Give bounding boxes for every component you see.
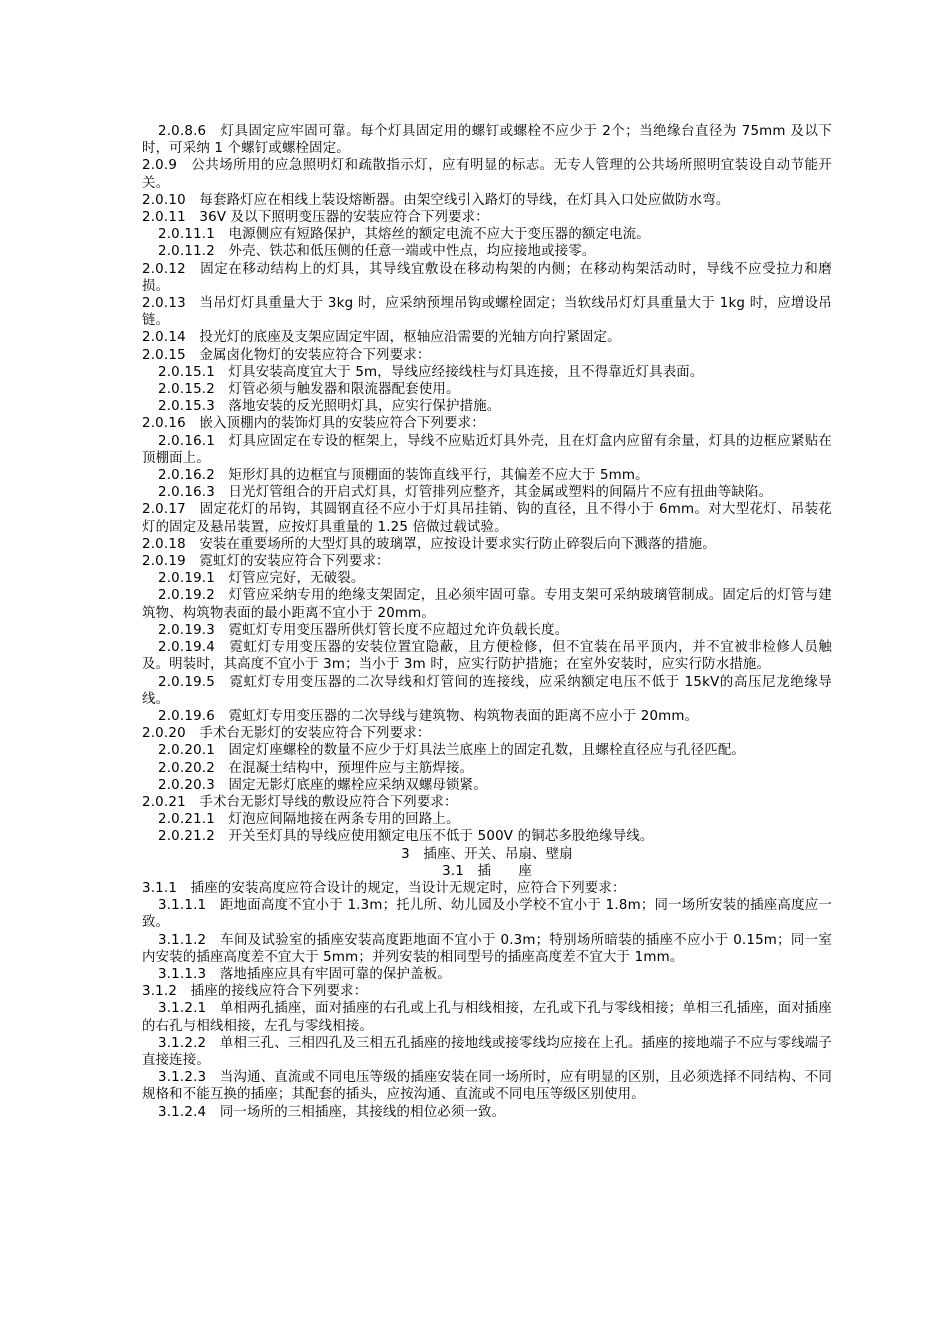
subclause-paragraph: 2.0.19.3 霓虹灯专用变压器所供灯管长度不应超过允许负载长度。 <box>158 622 569 638</box>
subclause-paragraph: 2.0.15.3 落地安装的反光照明灯具，应实行保护措施。 <box>158 399 501 415</box>
subclause-paragraph: 2.0.19.2 灯管应采纳专用的绝缘支架固定，且必须牢固可靠。专用支架可采纳玻璃管制成。固定后的灯管与建筑物、构筑物表面的最小距离不宜小于 20mm。 <box>142 588 832 621</box>
clause-paragraph: 2.0.17 固定花灯的吊钩，其圆钢直径不应小于灯具吊挂销、钩的直径，且不得小于 6mm。对大型花灯、吊装花灯的固定及悬吊装置，应按灯具重量的 1.25 倍做过载试验。 <box>142 502 832 535</box>
clause-paragraph: 2.0.20 手术台无影灯的安装应符合下列要求： <box>142 726 431 742</box>
clause-paragraph: 2.0.12 固定在移动结构上的灯具，其导线宜敷设在移动构架的内侧；在移动构架活动时，导线不应受拉力和磨损。 <box>142 261 832 294</box>
subclause-paragraph: 2.0.19.1 灯管应完好，无破裂。 <box>158 571 365 587</box>
document-body <box>142 123 832 1121</box>
subclause-paragraph: 2.0.20.3 固定无影灯底座的螺栓应采纳双螺母锁紧。 <box>158 777 487 793</box>
clause-paragraph: 2.0.16 嵌入顶棚内的装饰灯具的安装应符合下列要求： <box>142 416 485 432</box>
subclause-paragraph: 2.0.20.2 在混凝土结构中，预埋件应与主筋焊接。 <box>158 760 474 776</box>
clause-paragraph: 2.0.11 36V 及以下照明变压器的安装应符合下列要求： <box>142 210 489 226</box>
clause-paragraph: 3.1.1 插座的安装高度应符合设计的规定，当设计无规定时，应符合下列要求： <box>142 880 626 896</box>
clause-paragraph: 2.0.14 投光灯的底座及支架应固定牢固，枢轴应沿需要的光轴方向拧紧固定。 <box>142 330 621 346</box>
subclause-paragraph: 3.1.2.1 单相两孔插座，面对插座的右孔或上孔与相线相接，左孔或下孔与零线相接；单相三孔插座，面对插座的右孔与相线相接，左孔与零线相接。 <box>142 1001 832 1034</box>
subclause-paragraph: 2.0.11.1 电源侧应有短路保护，其熔丝的额定电流不应大于变压器的额定电流。 <box>158 227 650 243</box>
subclause-paragraph: 3.1.2.4 同一场所的三相插座，其接线的相位必须一致。 <box>158 1104 506 1120</box>
section-heading: 3 插座、开关、吊扇、壁扇 <box>401 846 573 862</box>
clause-paragraph: 2.0.19 霓虹灯的安装应符合下列要求： <box>142 554 390 570</box>
subclause-paragraph: 2.0.15.2 灯管必须与触发器和限流器配套使用。 <box>158 382 460 398</box>
clause-paragraph: 2.0.18 安装在重要场所的大型灯具的玻璃罩，应按设计要求实行防止碎裂后向下溅落的措施。 <box>142 536 716 552</box>
subclause-paragraph: 3.1.2.2 单相三孔、三相四孔及三相五孔插座的接地线或接零线均应接在上孔。插座的接地端子不应与零线端子直接连接。 <box>142 1035 832 1068</box>
clause-paragraph: 2.0.10 每套路灯应在相线上装设熔断器。由架空线引入路灯的导线，在灯具入口处应做防水弯。 <box>142 192 730 208</box>
subclause-paragraph: 2.0.16.1 灯具应固定在专设的框架上，导线不应贴近灯具外壳，且在灯盒内应留有余量，灯具的边框应紧贴在顶棚面上。 <box>142 433 832 466</box>
subclause-paragraph: 2.0.19.6 霓虹灯专用变压器的二次导线与建筑物、构筑物表面的距离不应小于 20mm。 <box>158 708 699 724</box>
subclause-paragraph: 3.1.1.2 车间及试验室的插座安装高度距地面不宜小于 0.3m；特别场所暗装的插座不应小于 0.15m；同一室内安装的插座高度差不宜大于 5mm；并列安装的相同型号的插座高度差不宜大于 1mm。 <box>142 932 832 965</box>
subclause-paragraph: 2.0.20.1 固定灯座螺栓的数量不应少于灯具法兰底座上的固定孔数，且螺栓直径应与孔径匹配。 <box>158 743 745 759</box>
subclause-paragraph: 2.0.8.6 灯具固定应牢固可靠。每个灯具固定用的螺钉或螺栓不应少于 2个；当绝缘台直径为 75mm 及以下时，可采纳 1 个螺钉或螺栓固定。 <box>142 124 832 157</box>
clause-paragraph: 2.0.13 当吊灯灯具重量大于 3kg 时，应采纳预埋吊钩或螺栓固定；当软线吊灯灯具重量大于 1kg 时，应增设吊链。 <box>142 296 832 329</box>
section-heading: 3.1 插 座 <box>442 863 532 879</box>
subclause-paragraph: 2.0.21.1 灯泡应间隔地接在两条专用的回路上。 <box>158 812 460 828</box>
clause-paragraph: 2.0.21 手术台无影灯导线的敷设应符合下列要求： <box>142 794 458 810</box>
subclause-paragraph: 2.0.21.2 开关至灯具的导线应使用额定电压不低于 500V 的铜芯多股绝缘导线。 <box>158 829 654 845</box>
subclause-paragraph: 2.0.16.2 矩形灯具的边框宜与顶棚面的装饰直线平行，其偏差不应大于 5mm。 <box>158 468 649 484</box>
subclause-paragraph: 2.0.19.5 霓虹灯专用变压器的二次导线和灯管间的连接线，应采纳额定电压不低于 15kV的高压尼龙绝缘导线。 <box>142 674 832 707</box>
clause-paragraph: 2.0.9 公共场所用的应急照明灯和疏散指示灯，应有明显的标志。无专人管理的公共场所照明宜装设自动节能开关。 <box>142 158 832 191</box>
subclause-paragraph: 2.0.16.3 日光灯管组合的开启式灯具，灯管排列应整齐，其金属或塑料的间隔片不应有扭曲等缺陷。 <box>158 485 773 501</box>
subclause-paragraph: 2.0.15.1 灯具安装高度宜大于 5m，导线应经接线柱与灯具连接，且不得靠近灯具表面。 <box>158 364 704 380</box>
clause-paragraph: 3.1.2 插座的接线应符合下列要求： <box>142 984 368 1000</box>
subclause-paragraph: 3.1.2.3 当沟通、直流或不同电压等级的插座安装在同一场所时，应有明显的区别，且必须选择不同结构、不同规格和不能互换的插座；其配套的插头，应按沟通、直流或不同电压等级区别使用。 <box>142 1070 832 1103</box>
subclause-paragraph: 2.0.19.4 霓虹灯专用变压器的安装位置宜隐蔽，且方便检修，但不宜装在吊平顶内，并不宜被非检修人员触及。明装时，其高度不宜小于 3m；当小于 3m 时，应实行防护措施；在室外安装时，应实行防水措施。 <box>142 640 832 673</box>
subclause-paragraph: 3.1.1.3 落地插座应具有牢固可靠的保护盖板。 <box>158 966 451 982</box>
subclause-paragraph: 2.0.11.2 外壳、铁芯和低压侧的任意一端或中性点，均应接地或接零。 <box>158 244 596 260</box>
subclause-paragraph: 3.1.1.1 距地面高度不宜小于 1.3m；托儿所、幼儿园及小学校不宜小于 1.8m；同一场所安装的插座高度应一致。 <box>142 898 832 931</box>
clause-paragraph: 2.0.15 金属卤化物灯的安装应符合下列要求： <box>142 347 431 363</box>
